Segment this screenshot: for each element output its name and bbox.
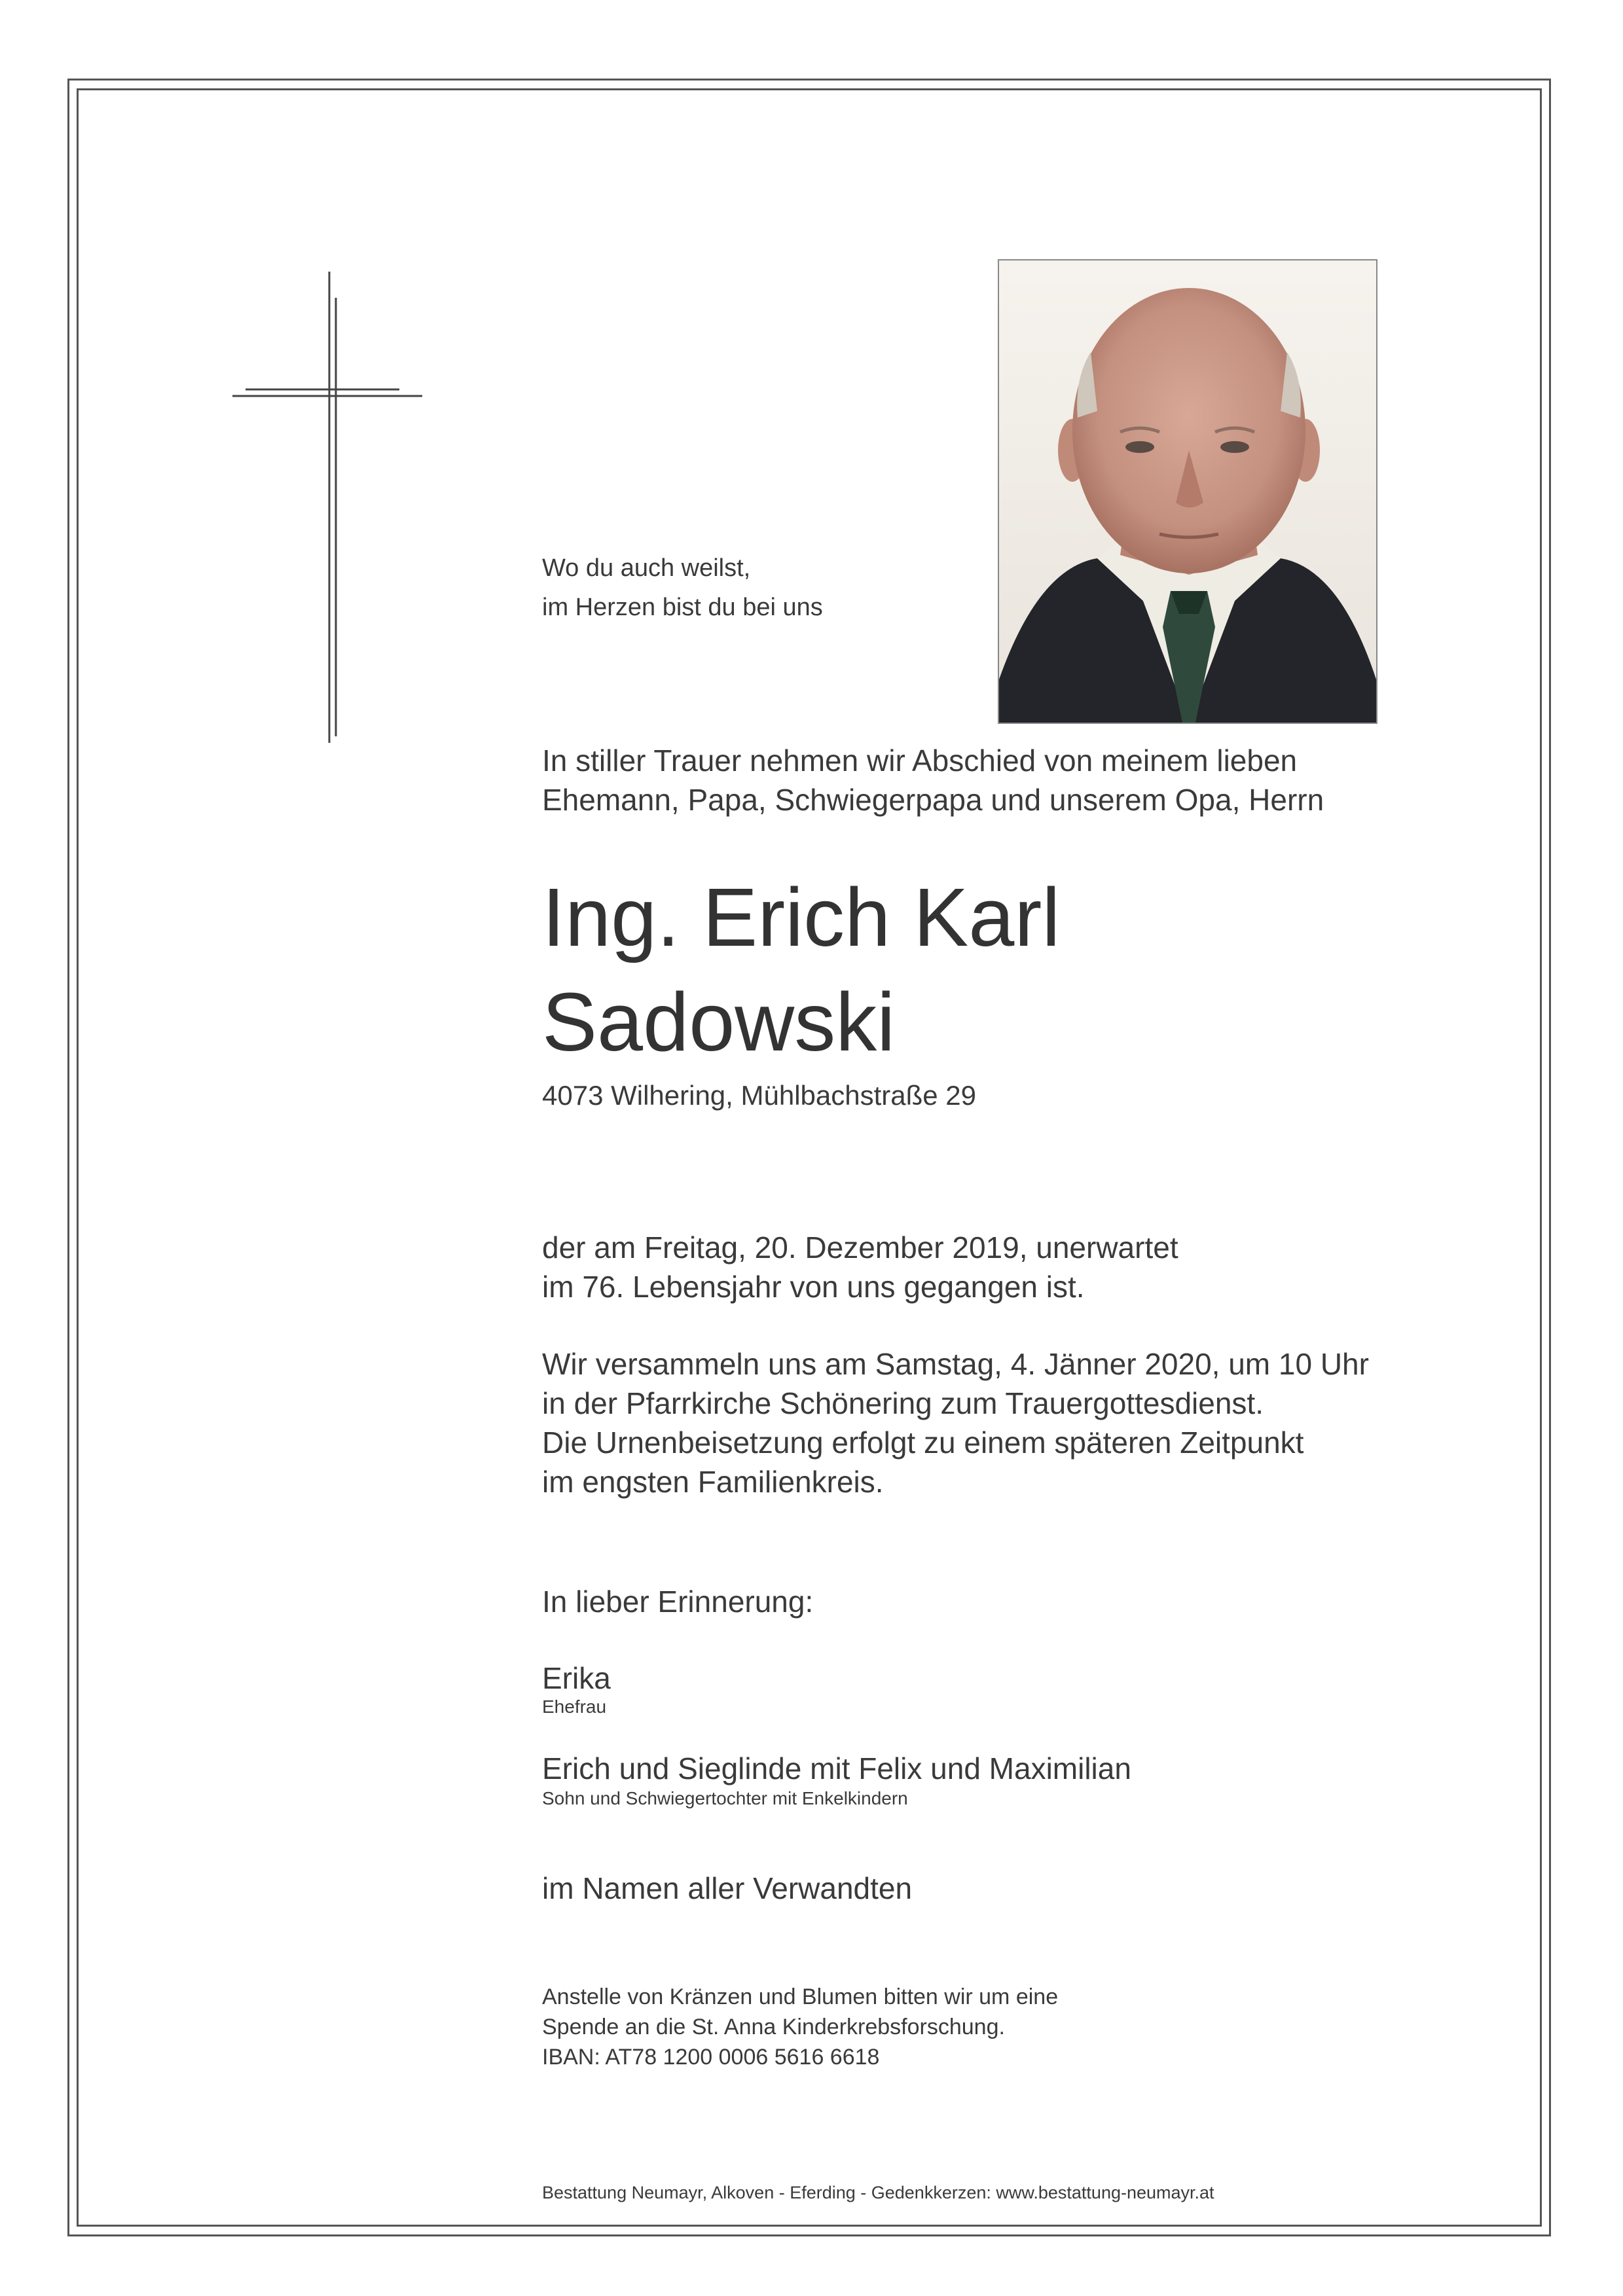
relatives-text: im Namen aller Verwandten	[542, 1871, 913, 1905]
donation-line: Anstelle von Kränzen und Blumen bitten wir um eine	[542, 1984, 1059, 2009]
donation-line: Spende an die St. Anna Kinderkrebsforschung.	[542, 2015, 1005, 2039]
motto-line: im Herzen bist du bei uns	[542, 594, 823, 621]
mourner-role: Ehefrau	[542, 1696, 607, 1717]
death-line: im 76. Lebensjahr von uns gegangen ist.	[542, 1270, 1085, 1304]
deceased-address: 4073 Wilhering, Mühlbachstraße 29	[542, 1080, 977, 1111]
ceremony-line: im engsten Familienkreis.	[542, 1465, 884, 1499]
ceremony-line: Die Urnenbeisetzung erfolgt zu einem späteren Zeitpunkt	[542, 1426, 1304, 1460]
motto-text	[542, 548, 823, 627]
mourner-name: Erika	[542, 1661, 611, 1695]
ceremony-line: Wir versammeln uns am Samstag, 4. Jänner 2020, um 10 Uhr	[542, 1347, 1369, 1381]
name-line-1: Ing. Erich Karl	[542, 871, 1061, 963]
iban: IBAN: AT78 1200 0006 5616 6618	[542, 2045, 880, 2070]
cross-icon	[232, 272, 429, 743]
ceremony-line: in der Pfarrkirche Schönering zum Trauergottesdienst.	[542, 1386, 1264, 1420]
portrait-photo	[998, 259, 1377, 724]
mourner-role: Sohn und Schwiegertochter mit Enkelkindern	[542, 1788, 908, 1808]
ceremony-info	[542, 1344, 1369, 1501]
death-line: der am Freitag, 20. Dezember 2019, unerwartet	[542, 1230, 1178, 1265]
intro-line: In stiller Trauer nehmen wir Abschied von meinem lieben	[542, 744, 1298, 778]
intro-line: Ehemann, Papa, Schwiegerpapa und unserem Opa, Herrn	[542, 783, 1324, 817]
name-line-2: Sadowski	[542, 976, 896, 1068]
motto-line: Wo du auch weilst,	[542, 554, 751, 582]
mourner-name: Erich und Sieglinde mit Felix und Maximilian	[542, 1751, 1131, 1785]
intro-text	[542, 741, 1324, 819]
deceased-name	[542, 865, 1060, 1075]
footer-undertaker: Bestattung Neumayr, Alkoven - Eferding - Gedenkkerzen: www.bestattung-neumayr.at	[542, 2183, 1214, 2202]
memory-heading: In lieber Erinnerung:	[542, 1585, 814, 1619]
death-notice	[542, 1228, 1178, 1306]
donation-request	[542, 1982, 1058, 2072]
